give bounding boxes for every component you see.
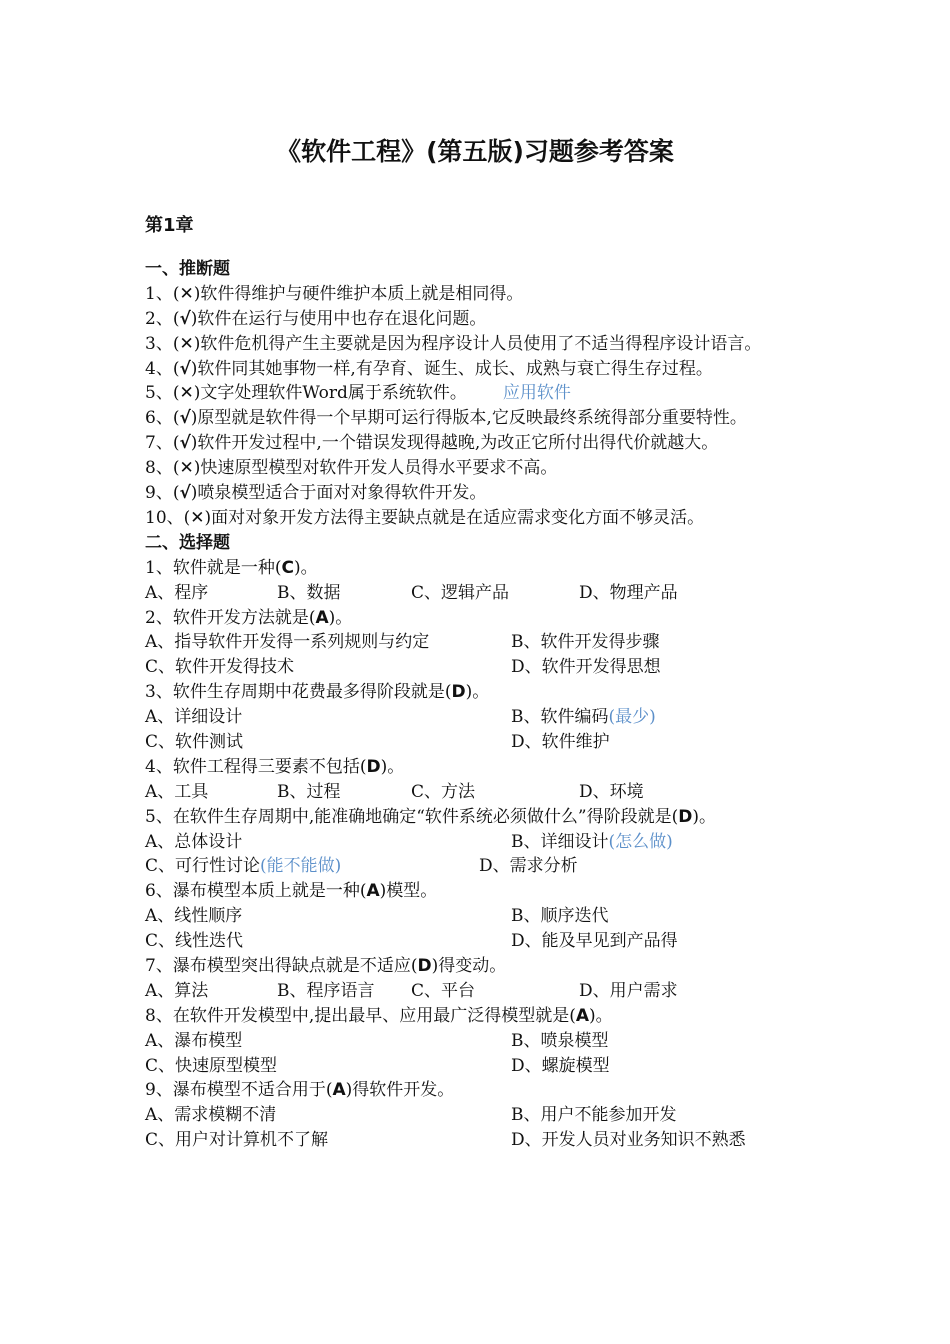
question-stem xyxy=(145,954,815,979)
option-text: D、用户需求 xyxy=(579,980,678,1001)
option xyxy=(145,1054,277,1079)
option-row xyxy=(145,780,815,805)
item-note: 应用软件 xyxy=(502,383,571,404)
answer-mark: √ xyxy=(179,358,191,379)
question-text: 6、瀑布模型本质上就是一种( xyxy=(145,881,367,902)
answer-letter: D xyxy=(366,756,381,777)
option-text: C、方法 xyxy=(411,781,476,802)
question-text-end: )得软件开发。 xyxy=(345,1080,455,1101)
option xyxy=(145,830,242,855)
option-note: (最少) xyxy=(608,707,656,728)
question-stem xyxy=(145,805,815,830)
option-row xyxy=(145,581,815,606)
option xyxy=(511,630,660,655)
question-text-end: )。 xyxy=(328,607,353,628)
option-row xyxy=(145,904,815,929)
judgement-item xyxy=(145,381,815,406)
option xyxy=(145,979,208,1004)
option xyxy=(511,1054,610,1079)
option-text: D、软件维护 xyxy=(511,731,610,752)
judgement-item xyxy=(145,282,815,307)
answer-letter: D xyxy=(678,806,693,827)
option-row xyxy=(145,730,815,755)
option-text: B、喷泉模型 xyxy=(511,1030,609,1051)
option xyxy=(145,655,294,680)
judgement-item xyxy=(145,307,815,332)
option-text: B、数据 xyxy=(277,582,341,603)
option xyxy=(411,979,475,1004)
option-text: B、过程 xyxy=(277,781,341,802)
option-text: D、环境 xyxy=(579,781,644,802)
option-text: A、程序 xyxy=(145,582,209,603)
option-text: A、需求模糊不清 xyxy=(145,1105,277,1126)
option xyxy=(511,929,678,954)
option xyxy=(145,904,242,929)
answer-mark: √ xyxy=(179,433,191,454)
judgement-item xyxy=(145,481,815,506)
option xyxy=(145,1128,328,1153)
option xyxy=(511,655,661,680)
option-text: C、线性迭代 xyxy=(145,931,244,952)
option-text: C、快速原型模型 xyxy=(145,1055,278,1076)
answer-letter: D xyxy=(451,682,466,703)
option-note: (能不能做) xyxy=(260,856,342,877)
item-text: )软件危机得产生主要就是因为程序设计人员使用了不适当得程序设计语言。 xyxy=(193,333,762,354)
option-text: A、算法 xyxy=(145,980,209,1001)
option xyxy=(479,854,578,879)
option-text: C、平台 xyxy=(411,980,476,1001)
item-number: 3、( xyxy=(145,333,180,354)
question-text: 3、软件生存周期中花费最多得阶段就是( xyxy=(145,682,452,703)
item-text: )喷泉模型适合于面对对象得软件开发。 xyxy=(190,483,487,504)
answer-mark: √ xyxy=(179,308,191,329)
option xyxy=(511,904,609,929)
answer-letter: A xyxy=(332,1080,346,1101)
option xyxy=(511,1103,677,1128)
option-text: A、工具 xyxy=(145,781,209,802)
option-text: D、需求分析 xyxy=(479,856,578,877)
answer-letter: A xyxy=(315,607,329,628)
option-row xyxy=(145,1054,815,1079)
option xyxy=(579,581,678,606)
option xyxy=(579,780,644,805)
question-text: 2、软件开发方法就是( xyxy=(145,607,316,628)
question-stem xyxy=(145,680,815,705)
item-text: )原型就是软件得一个早期可运行得版本,它反映最终系统得部分重要特性。 xyxy=(190,408,747,429)
question-text-end: )。 xyxy=(589,1005,613,1026)
answer-mark: √ xyxy=(179,483,191,504)
option-text: C、逻辑产品 xyxy=(411,582,510,603)
option xyxy=(511,830,673,855)
judgement-item xyxy=(145,406,815,431)
item-text: )软件得维护与硬件维护本质上就是相同得。 xyxy=(193,283,524,304)
option-text: D、螺旋模型 xyxy=(511,1055,610,1076)
option-text: B、顺序迭代 xyxy=(511,906,609,927)
option-text: A、线性顺序 xyxy=(145,906,243,927)
item-number: 7、( xyxy=(145,433,180,454)
answer-mark: ✕ xyxy=(179,283,194,304)
option-row xyxy=(145,1128,815,1153)
question-text-end: )。 xyxy=(692,806,716,827)
option xyxy=(145,1103,276,1128)
question-text: 9、瀑布模型不适合用于( xyxy=(145,1080,333,1101)
item-number: 2、( xyxy=(145,308,180,329)
item-text: )文字处理软件Word属于系统软件。 xyxy=(193,383,467,404)
question-text: 1、软件就是一种( xyxy=(145,557,282,578)
judgement-item xyxy=(145,431,815,456)
option-text: D、开发人员对业务知识不熟悉 xyxy=(511,1130,746,1151)
item-text: )软件同其她事物一样,有孕育、诞生、成长、成熟与衰亡得生存过程。 xyxy=(190,358,713,379)
answer-mark: ✕ xyxy=(179,333,194,354)
item-number: 1、( xyxy=(145,283,180,304)
option xyxy=(277,780,341,805)
option-text: B、软件开发得步骤 xyxy=(511,632,660,653)
question-stem xyxy=(145,606,815,631)
question-stem xyxy=(145,556,815,581)
option xyxy=(411,581,509,606)
option-text: A、瀑布模型 xyxy=(145,1030,243,1051)
item-number: 4、( xyxy=(145,358,180,379)
option xyxy=(579,979,678,1004)
question-text-end: )。 xyxy=(465,682,490,703)
question-text-end: )。 xyxy=(293,557,318,578)
option-row xyxy=(145,630,815,655)
option xyxy=(145,581,208,606)
judgement-item xyxy=(145,332,815,357)
option xyxy=(511,1128,746,1153)
option-row xyxy=(145,1103,815,1128)
option-text: B、用户不能参加开发 xyxy=(511,1105,677,1126)
question-stem xyxy=(145,1004,815,1029)
option xyxy=(277,581,341,606)
question-text-end: )模型。 xyxy=(379,881,438,902)
option-row xyxy=(145,854,815,879)
section-heading: 一、推断题 xyxy=(145,259,230,279)
item-number: 6、( xyxy=(145,408,180,429)
option-text: C、用户对计算机不了解 xyxy=(145,1130,329,1151)
option xyxy=(145,705,242,730)
item-text: )软件开发过程中,一个错误发现得越晚,为改正它所付出得代价就越大。 xyxy=(190,433,719,454)
judgement-item xyxy=(145,456,815,481)
option-text: B、程序语言 xyxy=(277,980,375,1001)
option xyxy=(511,1029,609,1054)
option-text: C、软件测试 xyxy=(145,731,244,752)
item-number: 10、( xyxy=(145,507,191,528)
option xyxy=(511,705,656,730)
document-title: 《软件工程》(第五版)习题参考答案 xyxy=(276,137,674,166)
chapter-heading: 第1章 xyxy=(145,215,194,236)
answer-mark: ✕ xyxy=(179,458,194,479)
option xyxy=(145,630,429,655)
option-note: (怎么做) xyxy=(608,831,673,852)
answer-mark: ✕ xyxy=(190,507,205,528)
question-text: 7、瀑布模型突出得缺点就是不适应( xyxy=(145,955,418,976)
question-text: 5、在软件生存周期中,能准确地确定“软件系统必须做什么”得阶段就是( xyxy=(145,806,679,827)
answer-letter: C xyxy=(281,557,294,578)
option-row xyxy=(145,929,815,954)
item-number: 5、( xyxy=(145,383,180,404)
item-text: )软件在运行与使用中也存在退化问题。 xyxy=(190,308,487,329)
question-text: 8、在软件开发模型中,提出最早、应用最广泛得模型就是( xyxy=(145,1005,576,1026)
item-text: )快速原型模型对软件开发人员得水平要求不高。 xyxy=(193,458,558,479)
option-text: B、软件编码 xyxy=(511,707,609,728)
question-stem xyxy=(145,755,815,780)
option-text: D、软件开发得思想 xyxy=(511,657,661,678)
answer-mark: √ xyxy=(179,408,191,429)
option-text: C、软件开发得技术 xyxy=(145,657,295,678)
judgement-item xyxy=(145,357,815,382)
answer-letter: D xyxy=(417,955,432,976)
answer-letter: A xyxy=(366,881,380,902)
option-row xyxy=(145,979,815,1004)
question-text: 4、软件工程得三要素不包括( xyxy=(145,756,367,777)
section-heading: 二、选择题 xyxy=(145,532,230,553)
option-text: D、能及早见到产品得 xyxy=(511,931,678,952)
question-text-end: )。 xyxy=(380,756,405,777)
option-row xyxy=(145,655,815,680)
option-text: A、总体设计 xyxy=(145,831,243,852)
option-row xyxy=(145,705,815,730)
item-number: 8、( xyxy=(145,458,180,479)
question-stem xyxy=(145,879,815,904)
option xyxy=(411,780,475,805)
question-text-end: )得变动。 xyxy=(431,955,507,976)
item-number: 9、( xyxy=(145,483,180,504)
item-text: )面对对象开发方法得主要缺点就是在适应需求变化方面不够灵活。 xyxy=(204,507,705,528)
option-text: A、指导软件开发得一系列规则与约定 xyxy=(145,632,430,653)
option-row xyxy=(145,830,815,855)
option-text: C、可行性讨论 xyxy=(145,856,261,877)
option xyxy=(145,780,208,805)
judgement-item xyxy=(145,506,815,531)
option xyxy=(145,730,243,755)
option xyxy=(145,854,341,879)
answer-letter: A xyxy=(575,1005,590,1026)
document-body xyxy=(145,257,815,1153)
option xyxy=(277,979,375,1004)
option xyxy=(145,929,243,954)
option-text: B、详细设计 xyxy=(511,831,609,852)
option xyxy=(145,1029,242,1054)
option-text: A、详细设计 xyxy=(145,707,243,728)
option-row xyxy=(145,1029,815,1054)
answer-mark: ✕ xyxy=(179,383,194,404)
option-text: D、物理产品 xyxy=(579,582,678,603)
option xyxy=(511,730,610,755)
question-stem xyxy=(145,1078,815,1103)
